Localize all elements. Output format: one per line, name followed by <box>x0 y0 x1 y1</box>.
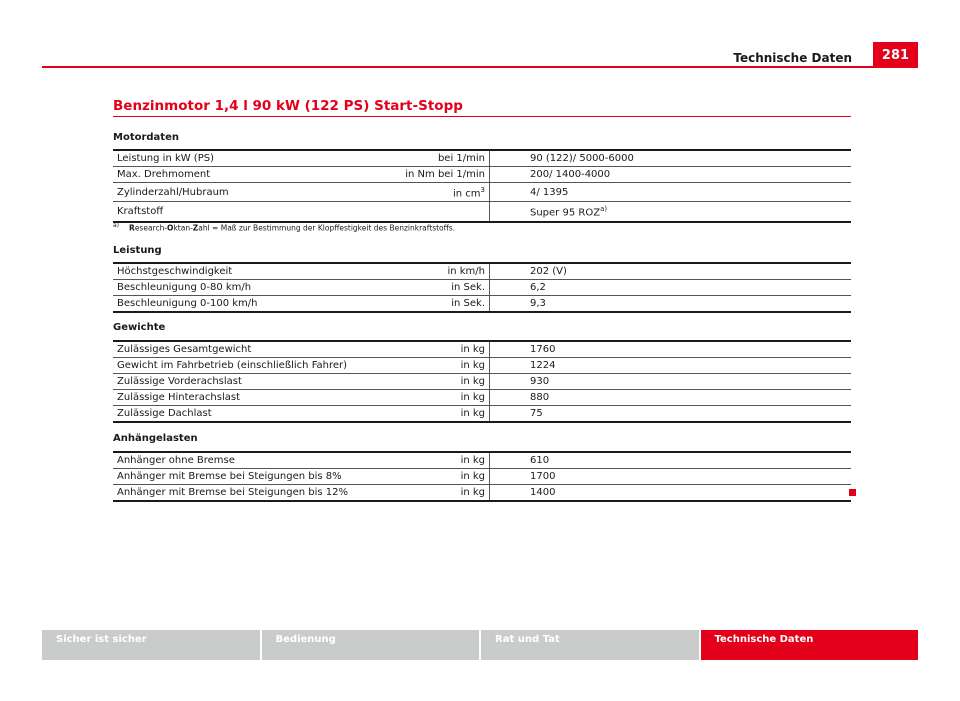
table-row <box>113 150 851 167</box>
row-unit: in kg <box>361 485 490 502</box>
table-row <box>113 390 851 406</box>
nav-tab-bedienung[interactable]: Bedienung <box>262 630 480 660</box>
row-unit <box>361 183 490 202</box>
row-label: Anhänger mit Bremse bei Steigungen bis 8% <box>113 469 361 485</box>
row-unit: in kg <box>361 390 490 406</box>
row-label: Gewicht im Fahrbetrieb (einschließlich Fahrer) <box>113 358 361 374</box>
row-value <box>490 202 852 222</box>
footnote <box>113 222 455 233</box>
row-unit: in kg <box>361 341 490 358</box>
row-unit: in kg <box>361 452 490 469</box>
row-label: Kraftstoff <box>113 202 361 222</box>
table-row <box>113 374 851 390</box>
footnote-o: O <box>167 223 174 233</box>
table-row <box>113 452 851 469</box>
gewichte-table <box>113 340 851 423</box>
row-value: 610 <box>490 452 852 469</box>
row-value: 1400 <box>490 485 852 502</box>
row-value: 930 <box>490 374 852 390</box>
table-row <box>113 280 851 296</box>
table-row <box>113 296 851 313</box>
motordaten-table <box>113 149 851 223</box>
row-label: Zylinderzahl/Hubraum <box>113 183 361 202</box>
row-unit <box>361 202 490 222</box>
row-value: 4/ 1395 <box>490 183 852 202</box>
nav-tab-technische-daten[interactable]: Technische Daten <box>701 630 919 660</box>
row-label: Anhänger mit Bremse bei Steigungen bis 12% <box>113 485 361 502</box>
footnote-r-rest: esearch- <box>134 223 168 233</box>
row-label: Zulässige Vorderachslast <box>113 374 361 390</box>
row-unit: bei 1/min <box>361 150 490 167</box>
row-value: 1760 <box>490 341 852 358</box>
row-label: Anhänger ohne Bremse <box>113 452 361 469</box>
row-value: 880 <box>490 390 852 406</box>
section-heading-leistung: Leistung <box>113 245 162 256</box>
row-unit: in kg <box>361 374 490 390</box>
table-row <box>113 485 851 502</box>
footnote-o-rest: ktan- <box>173 223 193 233</box>
table-row <box>113 469 851 485</box>
table-row <box>113 358 851 374</box>
row-unit: in kg <box>361 406 490 423</box>
nav-tab-rat-und-tat[interactable]: Rat und Tat <box>481 630 699 660</box>
table-row <box>113 341 851 358</box>
page-number: 281 <box>873 42 918 68</box>
anhaengelasten-table <box>113 451 851 502</box>
row-label: Beschleunigung 0-80 km/h <box>113 280 361 296</box>
row-unit: in kg <box>361 358 490 374</box>
footnote-ref: a) <box>600 205 608 214</box>
page-title: Benzinmotor 1,4 l 90 kW (122 PS) Start-Stopp <box>113 98 463 114</box>
row-value: 90 (122)/ 5000-6000 <box>490 150 852 167</box>
unit-superscript: 3 <box>480 186 485 194</box>
footnote-marker: a) <box>113 222 120 229</box>
row-label: Max. Drehmoment <box>113 167 361 183</box>
top-rule <box>42 66 918 68</box>
row-label: Beschleunigung 0-100 km/h <box>113 296 361 313</box>
row-label: Zulässige Dachlast <box>113 406 361 423</box>
section-heading-anhaengelasten: Anhängelasten <box>113 433 198 444</box>
header-title: Technische Daten <box>733 51 852 65</box>
section-heading-motordaten: Motordaten <box>113 132 179 143</box>
table-row <box>113 167 851 183</box>
row-label: Höchstgeschwindigkeit <box>113 263 361 280</box>
table-row <box>113 263 851 280</box>
leistung-table <box>113 262 851 313</box>
row-unit-text: in cm <box>452 188 481 200</box>
row-value: 6,2 <box>490 280 852 296</box>
row-unit: in Sek. <box>361 280 490 296</box>
row-unit: in Sek. <box>361 296 490 313</box>
row-value-text: Super 95 ROZ <box>530 207 601 219</box>
row-value: 1224 <box>490 358 852 374</box>
row-value: 202 (V) <box>490 263 852 280</box>
row-unit: in Nm bei 1/min <box>361 167 490 183</box>
nav-tab-sicher-ist-sicher[interactable]: Sicher ist sicher <box>42 630 260 660</box>
footnote-r: R <box>129 223 135 233</box>
row-value: 9,3 <box>490 296 852 313</box>
row-label: Zulässige Hinterachslast <box>113 390 361 406</box>
row-value: 200/ 1400-4000 <box>490 167 852 183</box>
row-value: 1700 <box>490 469 852 485</box>
section-heading-gewichte: Gewichte <box>113 322 166 333</box>
footnote-z: Z <box>192 223 199 233</box>
row-unit: in km/h <box>361 263 490 280</box>
table-row <box>113 406 851 423</box>
row-value: 75 <box>490 406 852 423</box>
row-label: Zulässiges Gesamtgewicht <box>113 341 361 358</box>
row-label: Leistung in kW (PS) <box>113 150 361 167</box>
row-unit: in kg <box>361 469 490 485</box>
end-of-section-marker <box>849 489 856 496</box>
table-row <box>113 183 851 202</box>
footnote-z-rest: ahl = Maß zur Bestimmung der Klopffestigkeit des Benzinkraftstoffs. <box>198 223 456 233</box>
footer-nav <box>42 630 918 660</box>
title-rule <box>113 116 851 117</box>
table-row <box>113 202 851 222</box>
